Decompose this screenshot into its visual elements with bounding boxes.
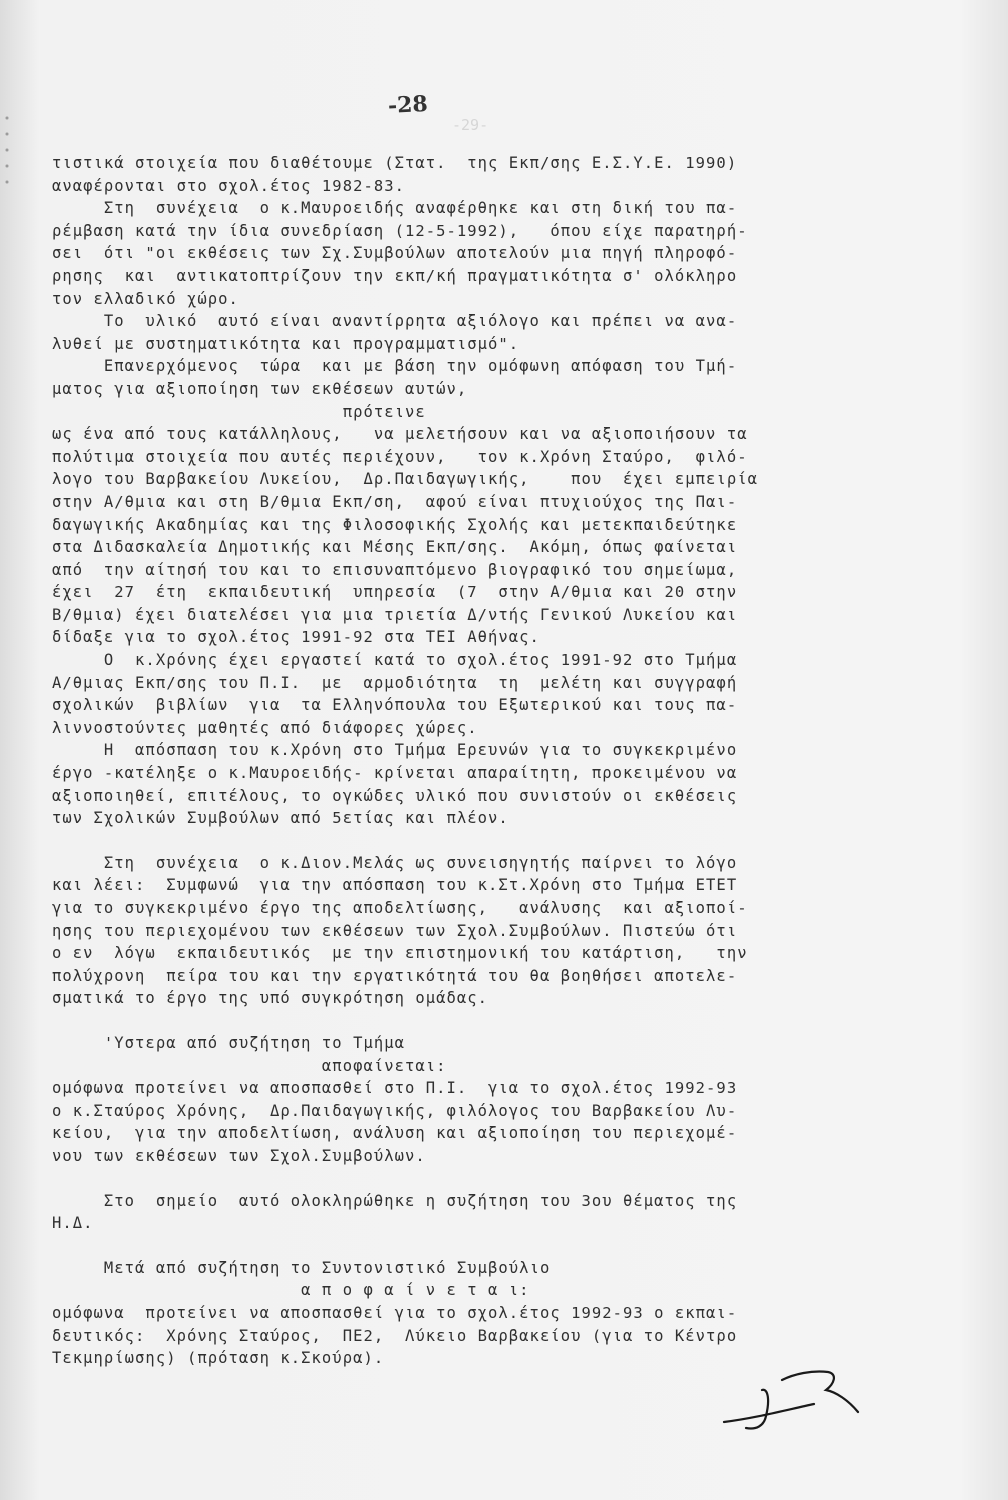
text-line: αξιοποιηθεί, επιτέλους, το ογκώδες υλικό που συνιστούν οι εκθέσεις (52, 786, 738, 805)
text-line: κείου, για την αποδελτίωση, ανάλυση και αξιοποίηση του περιεχομέ- (52, 1124, 738, 1143)
text-line: Επανερχόμενος τώρα και με βάση την ομόφωνη απόφαση του Τμή- (52, 357, 738, 376)
text-line: αναφέρονται στο σχολ.έτος 1982-83. (52, 176, 405, 195)
text-line: στην Α/θμια και στη Β/θμια Εκπ/ση, αφού είναι πτυχιούχος της Παι- (52, 492, 738, 511)
text-line: Μετά από συζήτηση το Συντονιστικό Συμβούλιο (52, 1258, 551, 1277)
text-line: λογο του Βαρβακείου Λυκείου, Δρ.Παιδαγωγικής, που έχει εμπειρία (52, 470, 758, 489)
text-line: ο εν λόγω εκπαιδευτικός με την επιστημονική του κατάρτιση, την (52, 944, 748, 963)
bleed-through-page-number: -29- (452, 116, 489, 134)
text-line: νου των εκθέσεων των Σχολ.Συμβούλων. (52, 1146, 426, 1165)
text-line: σματικά το έργο της υπό συγκρότηση ομάδας. (52, 989, 489, 1008)
text-line: από την αίτησή του και το επισυναπτόμενο βιογραφικό του σημείωμα, (52, 560, 738, 579)
text-line: σει ότι "οι εκθέσεις των Σχ.Συμβούλων αποτελούν μια πηγή πληροφό- (52, 244, 738, 263)
text-line: ματος για αξιοποίηση των εκθέσεων αυτών, (52, 379, 468, 398)
handwritten-signature (716, 1360, 916, 1440)
handwritten-page-number: -28 (387, 90, 429, 120)
text-line: ρησης και αντικατοπτρίζουν την εκπ/κή πραγματικότητα σ' ολόκληρο (52, 266, 738, 285)
text-line: 'Υστερα από συζήτηση το Τμήμα (52, 1033, 405, 1052)
text-line: των Σχολικών Συμβούλων από 5ετίας και πλέον. (52, 809, 509, 828)
text-line: Στη συνέχεια ο κ.Διον.Μελάς ως συνεισηγητής παίρνει το λόγο (52, 853, 738, 872)
text-line: Η.Δ. (52, 1214, 94, 1233)
binding-holes (4, 110, 10, 190)
text-line: έχει 27 έτη εκπαιδευτική υπηρεσία (7 στην Α/θμια και 20 στην (52, 583, 738, 602)
text-line: λιννοστούντες μαθητές από διάφορες χώρες. (52, 718, 478, 737)
text-line: σχολικών βιβλίων για τα Ελληνόπουλα του Εξωτερικού και τους πα- (52, 696, 738, 715)
text-line: έργο -κατέληξε ο κ.Μαυροειδής- κρίνεται απαραίτητη, προκειμένου να (52, 764, 738, 783)
text-line: Ο κ.Χρόνης έχει εργαστεί κατά το σχολ.έτος 1991-92 στο Τμήμα (52, 651, 738, 670)
typewritten-body-text (52, 152, 932, 1370)
text-line: λυθεί με συστηματικότητα και προγραμματισμό". (52, 334, 520, 353)
text-line: ως ένα από τους κατάλληλους, να μελετήσουν και να αξιοποιήσουν τα (52, 425, 748, 444)
text-line: Α/θμιας Εκπ/σης του Π.Ι. με αρμοδιότητα τη μελέτη και συγγραφή (52, 673, 738, 692)
text-line: Στο σημείο αυτό ολοκληρώθηκε η συζήτηση του 3ου θέματος της (52, 1191, 738, 1210)
text-line: τιστικά στοιχεία που διαθέτουμε (Στατ. της Εκπ/σης Ε.Σ.Υ.Ε. 1990) (52, 154, 738, 172)
text-line: Στη συνέχεια ο κ.Μαυροειδής αναφέρθηκε και στη δική του πα- (52, 199, 738, 218)
text-line: ρέμβαση κατά την ίδια συνεδρίαση (12-5-1992), όπου είχε παρατηρή- (52, 221, 748, 240)
text-line: ο κ.Σταύρος Χρόνης, Δρ.Παιδαγωγικής, φιλόλογος του Βαρβακείου Λυ- (52, 1101, 738, 1120)
paragraph-gap (52, 830, 932, 852)
text-line: Β/θμια) έχει διατελέσει για μια τριετία Δ/ντής Γενικού Λυκείου και (52, 605, 738, 624)
text-line: α π ο φ α ί ν ε τ α ι: (52, 1281, 530, 1300)
text-line: στα Διδασκαλεία Δημοτικής και Μέσης Εκπ/σης. Ακόμη, όπως φαίνεται (52, 538, 738, 557)
text-line: αποφαίνεται: (52, 1056, 447, 1075)
text-line: ομόφωνα προτείνει να αποσπασθεί στο Π.Ι. για το σχολ.έτος 1992-93 (52, 1079, 738, 1098)
text-line: πολύτιμα στοιχεία που αυτές περιέχουν, τον κ.Χρόνη Σταύρο, φιλό- (52, 447, 748, 466)
text-line: και λέει: Συμφωνώ για την απόσπαση του κ.Στ.Χρόνη στο Τμήμα ΕΤΕΤ (52, 876, 738, 895)
text-line: πρότεινε (52, 402, 426, 421)
text-line: για το συγκεκριμένο έργο της αποδελτίωσης, ανάλυσης και αξιοποί- (52, 899, 748, 917)
paragraph-gap (52, 1010, 932, 1032)
paragraph-gap (52, 1168, 932, 1190)
text-line: ησης του περιεχομένου των εκθέσεων των Σχολ.Συμβούλων. Πιστεύω ότι (52, 921, 738, 940)
text-line: δευτικός: Χρόνης Σταύρος, ΠΕ2, Λύκειο Βαρβακείου (για το Κέντρο (52, 1326, 738, 1345)
text-line: τον ελλαδικό χώρο. (52, 289, 239, 308)
text-line: δαγωγικής Ακαδημίας και της Φιλοσοφικής Σχολής και μετεκπαιδεύτηκε (52, 515, 738, 534)
text-line: Το υλικό αυτό είναι αναντίρρητα αξιόλογο και πρέπει να ανα- (52, 312, 738, 331)
text-line: πολύχρονη πείρα του και την εργατικότητά του θα βοηθήσει αποτελε- (52, 966, 738, 985)
text-line: Η απόσπαση του κ.Χρόνη στο Τμήμα Ερευνών για το συγκεκριμένο (52, 741, 738, 760)
text-line: ομόφωνα προτείνει να αποσπασθεί για το σχολ.έτος 1992-93 ο εκπαι- (52, 1303, 738, 1322)
text-line: Τεκμηρίωσης) (πρόταση κ.Σκούρα). (52, 1349, 385, 1368)
text-line: δίδαξε για το σχολ.έτος 1991-92 στα ΤΕΙ Αθήνας. (52, 628, 540, 647)
paragraph-gap (52, 1235, 932, 1257)
